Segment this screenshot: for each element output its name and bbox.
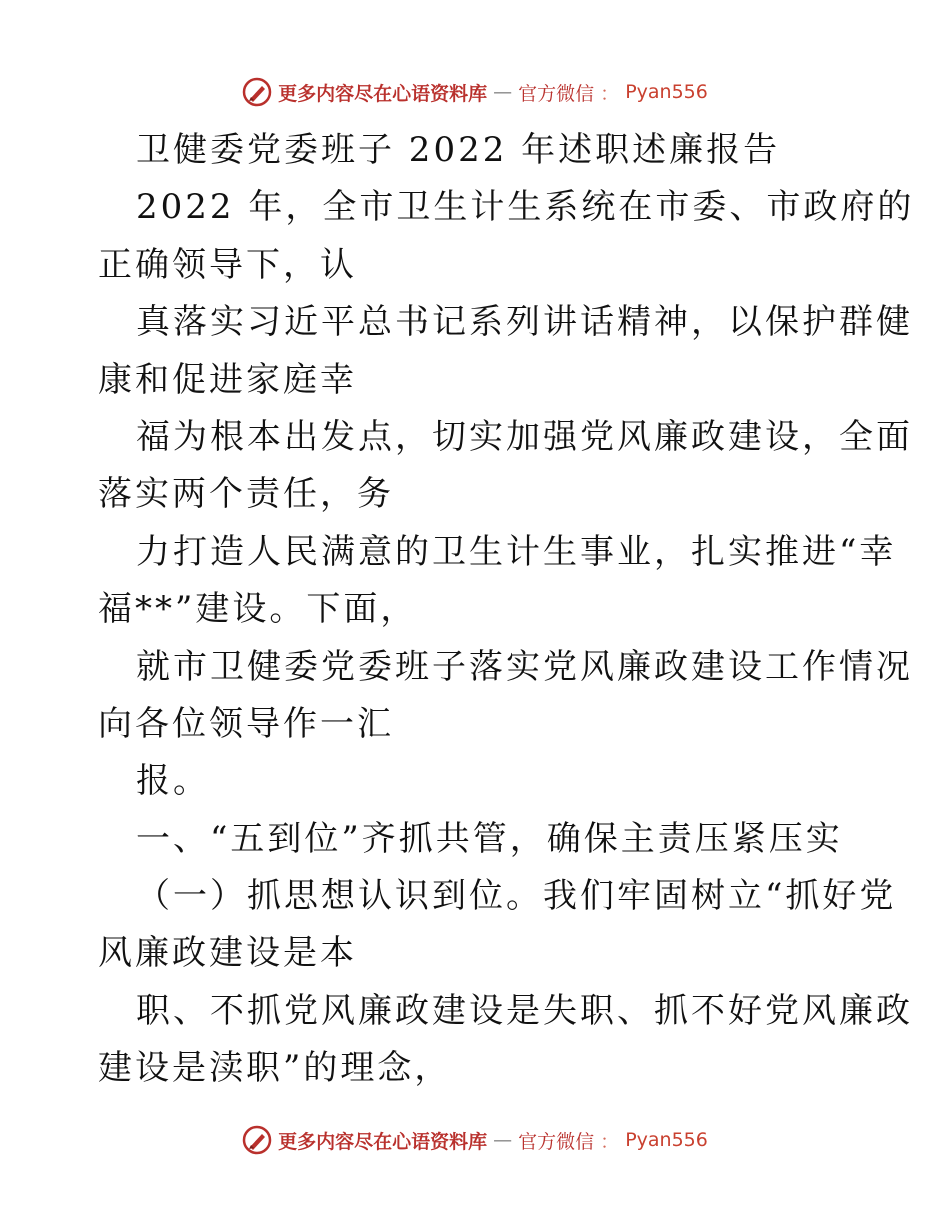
paragraph-line: 正确领导下，认 (98, 244, 357, 285)
subsection-heading: （一）抓思想认识到位。我们牢固树立“抓好党 (136, 876, 897, 917)
banner-official-label: 官方微信 (518, 82, 595, 105)
banner-colon: ： (600, 1130, 620, 1153)
paragraph-line: 就市卫健委党委班子落实党风廉政建设工作情况 (136, 646, 913, 687)
section-heading: 一、“五到位”齐抓共管，确保主责压紧压实 (136, 818, 843, 859)
banner-wechat-id: Pyan556 (625, 1129, 708, 1151)
paragraph-line: 力打造人民满意的卫生计生事业，扎实推进“幸 (136, 531, 897, 572)
paragraph-line: 福**”建设。下面， (98, 589, 418, 630)
document-body (98, 122, 915, 1098)
banner-dash: — (493, 1129, 513, 1151)
pen-logo-icon (242, 1125, 272, 1155)
banner-colon: ： (600, 82, 620, 105)
document-title: 卫健委党委班子 2022 年述职述廉报告 (136, 130, 781, 170)
banner-brand-text: 更多内容尽在心语资料库 (278, 1130, 488, 1153)
banner-official-label: 官方微信 (518, 1130, 595, 1153)
pen-logo-icon (242, 77, 272, 107)
banner-dash: — (493, 81, 513, 103)
paragraph-line: 真落实习近平总书记系列讲话精神，以保护群健 (136, 302, 913, 343)
footer-watermark-banner (0, 1120, 950, 1160)
paragraph-line: 福为根本出发点，切实加强党风廉政建设，全面 (136, 416, 913, 457)
paragraph-line: 2022 年，全市卫生计生系统在市委、市政府的 (136, 187, 915, 228)
paragraph-line: 职、不抓党风廉政建设是失职、抓不好党风廉政 (136, 990, 913, 1031)
paragraph-line: 风廉政建设是本 (98, 933, 357, 974)
banner-brand-text: 更多内容尽在心语资料库 (278, 82, 488, 105)
paragraph-line: 报。 (136, 761, 210, 802)
header-watermark-banner (0, 72, 950, 112)
paragraph-line: 向各位领导作一汇 (98, 703, 394, 744)
paragraph-line: 建设是渎职”的理念， (98, 1048, 452, 1089)
paragraph-line: 康和促进家庭幸 (98, 359, 357, 400)
paragraph-line: 落实两个责任，务 (98, 474, 394, 515)
banner-wechat-id: Pyan556 (625, 81, 708, 103)
